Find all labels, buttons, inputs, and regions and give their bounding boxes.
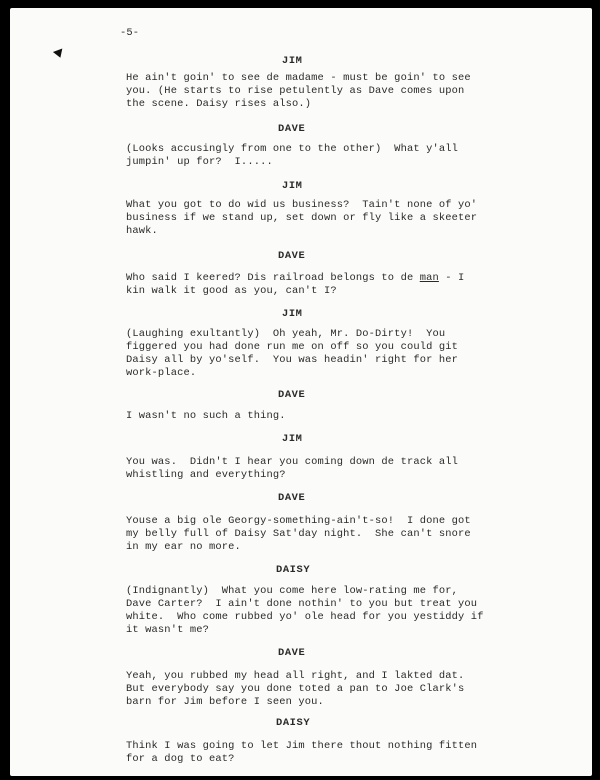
speaker-name: DAVE	[278, 492, 306, 504]
dialogue-line: it wasn't me?	[126, 624, 210, 636]
dialogue-line: Yeah, you rubbed my head all right, and I lakted dat.	[126, 670, 465, 682]
speaker-name: JIM	[282, 308, 303, 320]
dialogue-line: you. (He starts to rise petulently as Dave comes upon	[126, 85, 465, 97]
underlined-word: man	[419, 272, 439, 284]
dialogue-line: hawk.	[126, 225, 158, 237]
dialogue-line: Dave Carter? I ain't done nothin' to you but treat you	[126, 598, 478, 610]
speaker-name: DAVE	[278, 389, 306, 401]
dialogue-line: figgered you had done run me on off so you could git	[126, 341, 459, 353]
dialogue-line: He ain't goin' to see de madame - must be goin' to see	[126, 72, 471, 84]
speaker-name: DAVE	[278, 123, 306, 135]
dialogue-line: in my ear no more.	[126, 541, 241, 553]
dialogue-line: But everybody say you done toted a pan to Joe Clark's	[126, 683, 465, 695]
speaker-name: DAISY	[276, 564, 311, 576]
dialogue-line: (Indignantly) What you come here low-rating me for,	[126, 585, 459, 597]
dialogue-line: Youse a big ole Georgy-something-ain't-so! I done got	[126, 515, 471, 527]
dialogue-line: the scene. Daisy rises also.)	[126, 98, 312, 110]
dialogue-line: white. Who come rubbed yo' ole head for you yestiddy if	[126, 611, 484, 623]
dialogue-line: (Laughing exultantly) Oh yeah, Mr. Do-Dirty! You	[126, 328, 446, 340]
dialogue-line: for a dog to eat?	[126, 753, 235, 765]
dialogue-line	[126, 272, 464, 285]
dialogue-line: work-place.	[126, 367, 197, 379]
dialogue-line: my belly full of Daisy Sat'day night. She can't snore	[126, 528, 471, 540]
dialogue-line: Daisy all by yo'self. You was headin' right for her	[126, 354, 459, 366]
dialogue-line: jumpin' up for? I.....	[126, 156, 273, 168]
dialogue-line: barn for Jim before I seen you.	[126, 696, 324, 708]
dialogue-line: kin walk it good as you, can't I?	[126, 285, 337, 297]
page-number: -5-	[120, 27, 140, 39]
dialogue-line: What you got to do wid us business? Tain't none of yo'	[126, 199, 478, 211]
speaker-name: JIM	[282, 180, 303, 192]
speaker-name: DAVE	[278, 250, 306, 262]
dialogue-line: whistling and everything?	[126, 469, 286, 481]
dialogue-text: - I	[438, 272, 465, 284]
dialogue-text: Who said I keered? Dis railroad belongs to de	[126, 272, 420, 284]
dialogue-line: Think I was going to let Jim there thout nothing fitten	[126, 740, 478, 752]
dialogue-line: business if we stand up, set down or fly like a skeeter	[126, 212, 478, 224]
speaker-name: JIM	[282, 433, 303, 445]
dialogue-line: I wasn't no such a thing.	[126, 410, 286, 422]
dialogue-line: (Looks accusingly from one to the other) What y'all	[126, 143, 459, 155]
speaker-name: DAVE	[278, 647, 306, 659]
dialogue-line: You was. Didn't I hear you coming down de track all	[126, 456, 459, 468]
speaker-name: JIM	[282, 55, 303, 67]
speaker-name: DAISY	[276, 717, 311, 729]
